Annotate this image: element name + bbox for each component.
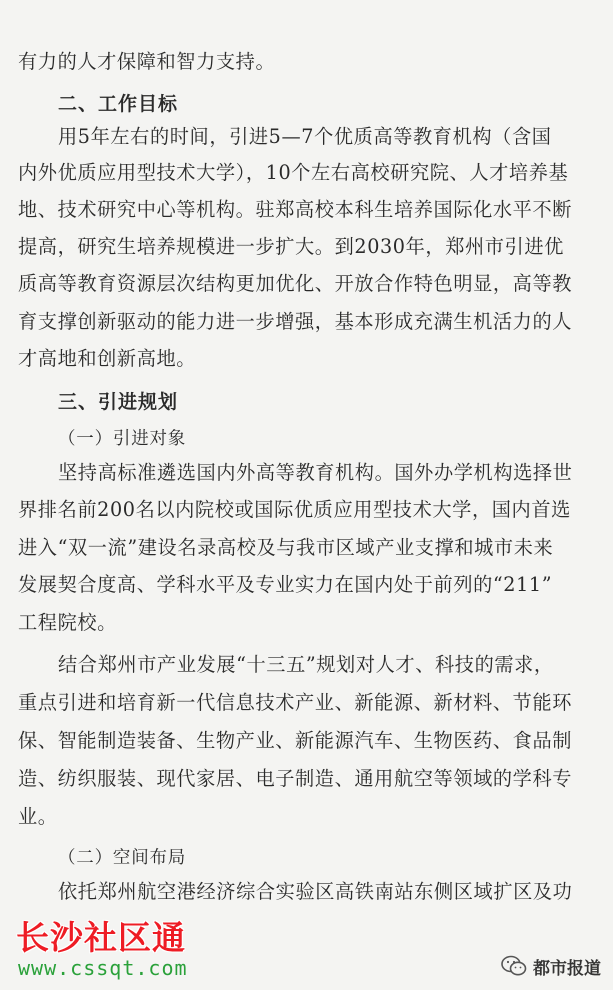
paragraph-line: 育支撑创新驱动的能力进一步增强，基本形成充满生机活力的人 [18,310,573,333]
paragraph-line: 才高地和创新高地。 [18,347,197,370]
watermark-title: 长沙社区通 [16,918,186,957]
paragraph-line: 依托郑州航空港经济综合实验区高铁南站东侧区域扩区及功 [58,880,573,903]
subsection-heading-layout: （二）空间布局 [58,848,187,868]
paragraph-line: 重点引进和培育新一代信息技术产业、新能源、新材料、节能环 [18,691,573,714]
account-name: 都市报道 [533,958,601,979]
watermark-url: www.cssqt.com [18,956,188,980]
paragraph-line: 进入“双一流”建设名录高校及与我市区域产业支撑和城市未来 [18,536,554,559]
subsection-heading-targets: （一）引进对象 [58,429,187,449]
paragraph-line: 地、技术研究中心等机构。驻郑高校本科生培养国际化水平不断 [18,198,573,221]
paragraph-line: 坚持高标准遴选国内外高等教育机构。国外办学机构选择世 [58,461,573,484]
paragraph-line: 结合郑州市产业发展“十三五”规划对人才、科技的需求， [58,653,554,676]
paragraph-line: 有力的人才保障和智力支持。 [18,50,276,73]
paragraph-line: 造、纺织服装、现代家居、电子制造、通用航空等领域的学科专 [18,767,573,790]
paragraph-line: 工程院校。 [18,611,117,634]
paragraph-line: 内外优质应用型技术大学），10个左右高校研究院、人才培养基 [18,161,569,184]
site-watermark [16,918,246,982]
section-heading-plan: 三、引进规划 [58,391,179,413]
paragraph-line: 界排名前200名以内院校或国际优质应用型技术大学，国内首选 [18,498,571,521]
paragraph-line: 用5年左右的时间，引进5—7个优质高等教育机构（含国 [58,125,552,148]
paragraph-line: 保、智能制造装备、生物产业、新能源汽车、生物医药、食品制 [18,729,573,752]
official-account-tag[interactable] [501,953,601,979]
paragraph-line: 发展契合度高、学科水平及专业实力在国内处于前列的“211” [18,573,553,596]
section-heading-goals: 二、工作目标 [58,93,179,115]
paragraph-line: 提高，研究生培养规模进一步扩大。到2030年，郑州市引进优 [18,235,564,258]
paragraph-line: 质高等教育资源层次结构更加优化、开放合作特色明显，高等教 [18,272,573,295]
paragraph-line: 业。 [18,805,58,828]
wechat-icon [501,955,527,977]
